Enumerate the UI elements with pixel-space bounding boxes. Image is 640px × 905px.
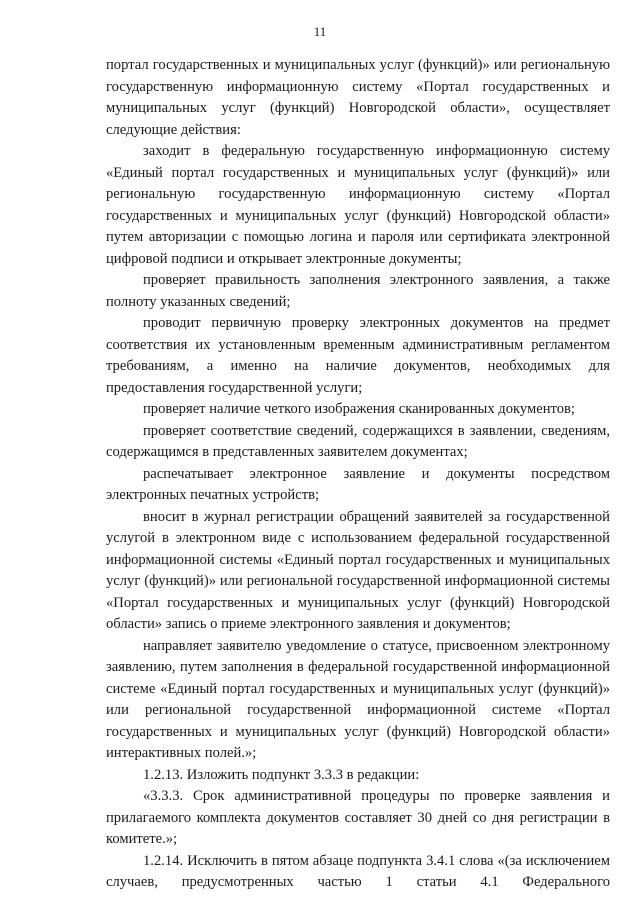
paragraph-print: распечатывает электронное заявление и документы посредством электронных печатных устройств; xyxy=(106,465,610,503)
paragraph-check-correctness: проверяет правильность заполнения электронного заявления, а также полноту указанных сведений; xyxy=(106,272,610,310)
paragraph-check-consistency: проверяет соответствие сведений, содержащихся в заявлении, сведениям, содержащимся в представленных заявителем документах; xyxy=(106,422,610,460)
paragraph-primary-check: проводит первичную проверку электронных документов на предмет соответствия их установленным временным административным регламентом требованиям, а именно на наличие документов, необходимых для предоставления государственной услуги; xyxy=(106,315,610,396)
paragraph-notify-applicant: направляет заявителю уведомление о статусе, присвоенном электронному заявлению, путем заполнения в федеральной государственной информационной системе «Единый портал государственных и муниципальных услуг (функций)» или региональной государственной информационной системе «Портал государственных и муниципальных услуг (функций) Новгородской области» интерактивных полей.»; xyxy=(106,637,610,761)
paragraph-item-3-3-3: «3.3.3. Срок административной процедуры по проверке заявления и прилагаемого комплекта документов составляет 30 дней со дня регистрации в комитете.»; xyxy=(106,788,610,847)
document-body xyxy=(106,55,610,894)
paragraph-item-1-2-14: 1.2.14. Исключить в пятом абзаце подпункта 3.4.1 слова «(за исключением случаев, предусмотренных частью 1 статьи 4.1 Федерального xyxy=(106,852,610,890)
paragraph-check-scans: проверяет наличие четкого изображения сканированных документов; xyxy=(143,401,575,417)
page-number: 11 xyxy=(313,24,327,39)
paragraph-intro: портал государственных и муниципальных услуг (функций)» или региональную государственную информационную систему «Портал государственных и муниципальных услуг (функций) Новгородской области», осуществляет следующие действия: xyxy=(106,57,610,138)
paragraph-login-portal: заходит в федеральную государственную информационную систему «Единый портал государственных и муниципальных услуг (функций)» или региональную государственную информационную систему «Портал государственных и муниципальных услуг (функций) Новгородской области» путем авторизации с помощью логина и пароля или сертификата электронной цифровой подписи и открывает электронные документы; xyxy=(106,143,610,267)
paragraph-item-1-2-13: 1.2.13. Изложить подпункт 3.3.3 в редакции: xyxy=(143,766,420,783)
paragraph-register-journal: вносит в журнал регистрации обращений заявителей за государственной услугой в электронном виде с использованием федеральной государственной информационной системы «Единый портал государственных и муниципальных услуг (функций)» или региональной государственной информационной системы «Портал государственных и муниципальных услуг (функций) Новгородской области» запись о приеме электронного заявления и документов; xyxy=(106,508,610,632)
